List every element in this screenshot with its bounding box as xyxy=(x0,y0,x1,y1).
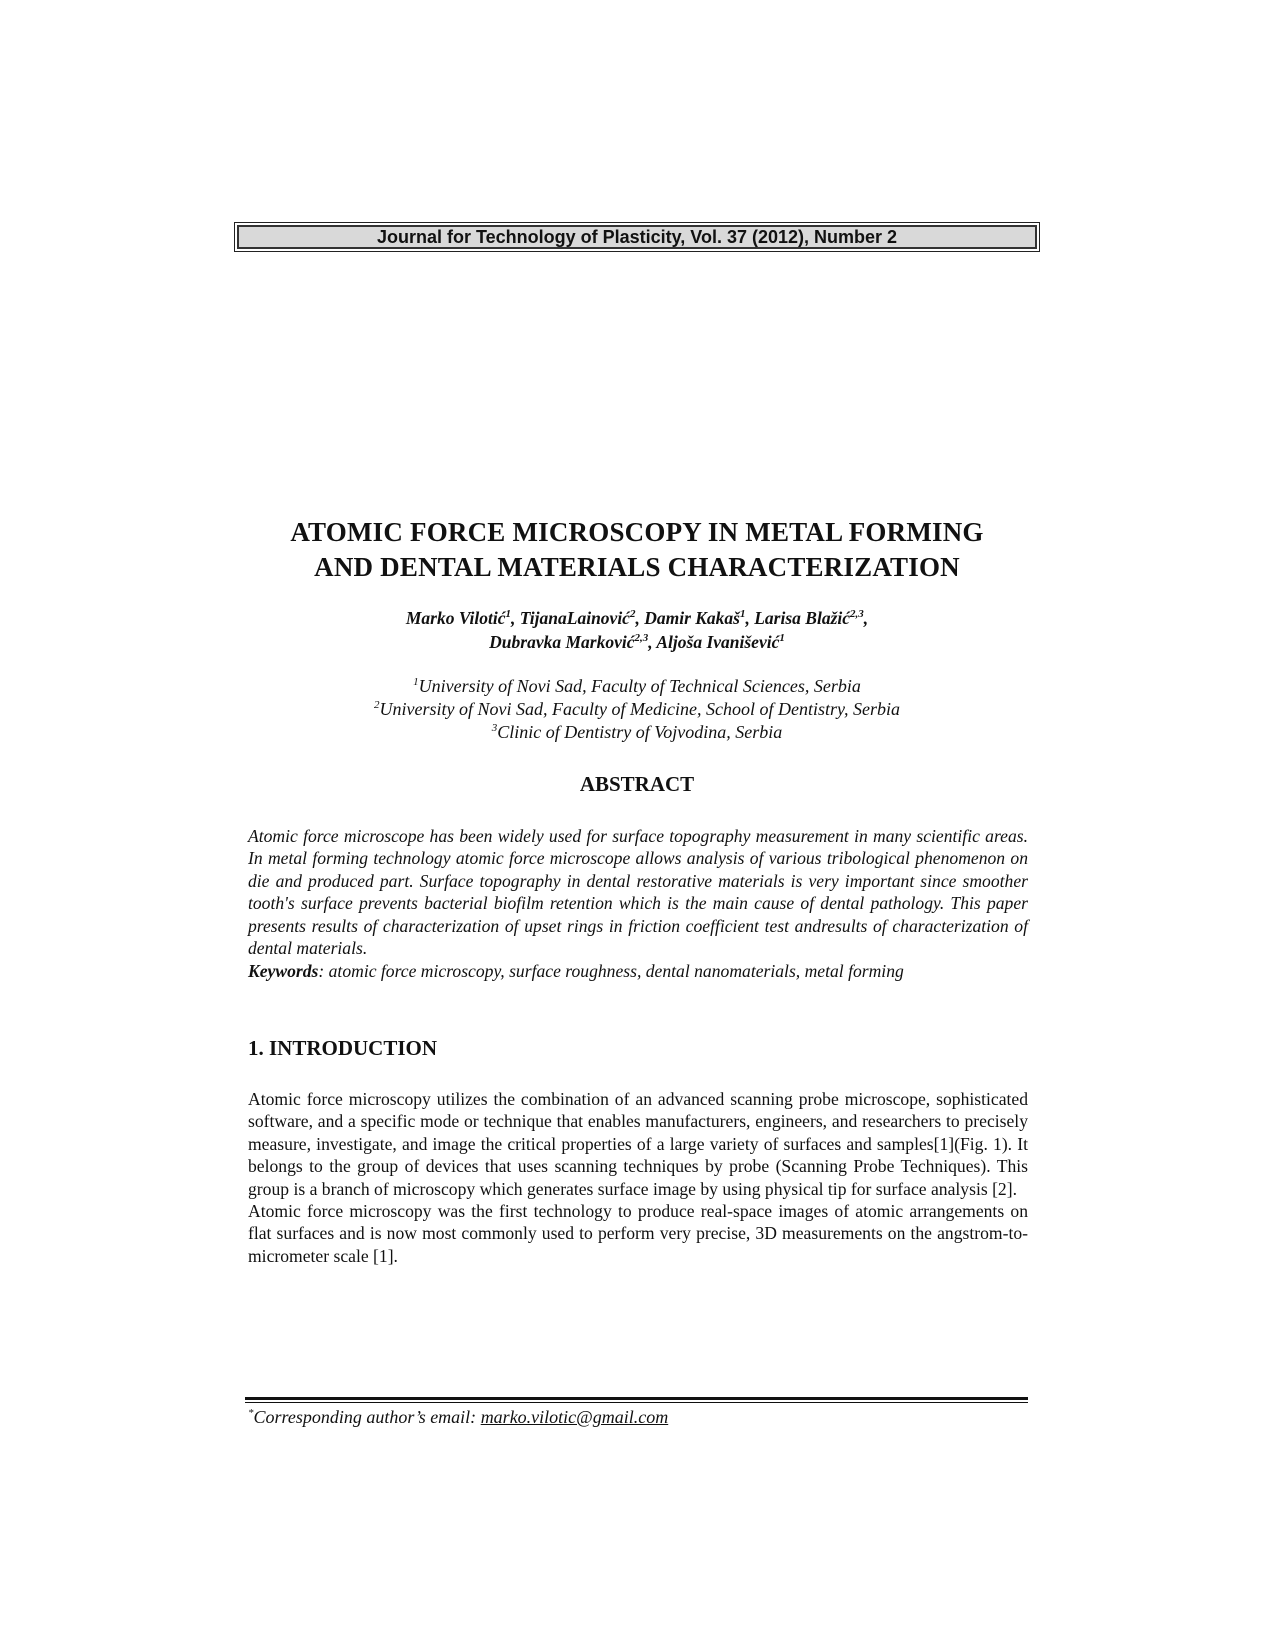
affiliation-mark: 3 xyxy=(491,722,498,734)
footnote-label: Corresponding author’s email: xyxy=(253,1407,481,1427)
introduction-paragraph-2: Atomic force microscopy was the first technology to produce real-space images of atomic arrangements on flat surfaces and is now most commonly used to perform very precise, 3D measurements on the angstrom-to-micrometer scale [1]. xyxy=(248,1201,1028,1266)
author-separator: , xyxy=(648,632,657,652)
paper-title-line2: AND DENTAL MATERIALS CHARACTERIZATION xyxy=(314,552,960,582)
author-line-2 xyxy=(234,630,1040,654)
author-name: Dubravka Marković xyxy=(489,632,635,652)
affiliation-list xyxy=(234,675,1040,744)
paper-title-line1: ATOMIC FORCE MICROSCOPY IN METAL FORMING xyxy=(290,517,984,547)
author-list xyxy=(234,606,1040,654)
author-line-1 xyxy=(234,606,1040,630)
author-affiliation-mark: 1 xyxy=(505,608,512,621)
footnote-marker: * xyxy=(248,1407,254,1419)
section-heading-introduction: 1. INTRODUCTION xyxy=(248,1036,438,1060)
affiliation-item xyxy=(234,721,1040,744)
affiliation-mark: 2 xyxy=(374,699,380,711)
affiliation-text: University of Novi Sad, Faculty of Medicine, School of Dentistry, Serbia xyxy=(379,699,900,719)
author-affiliation-mark: 2 xyxy=(629,608,636,621)
keywords-line xyxy=(248,960,1028,982)
footnote xyxy=(248,1407,668,1428)
author-separator: , xyxy=(745,608,755,628)
author-separator: , xyxy=(863,608,869,628)
author-affiliation-mark: 2,3 xyxy=(634,632,649,645)
paper-title xyxy=(234,515,1040,585)
abstract-heading: ABSTRACT xyxy=(579,772,695,796)
affiliation-item xyxy=(234,698,1040,721)
abstract-body: Atomic force microscope has been widely used for surface topography measurement in many scientific areas. In metal forming technology atomic force microscope allows analysis of various tribological phenomenon on die and produced part. Surface topography in dental restorative materials is very important since smoother tooth's surface prevents bacterial biofilm retention which is the main cause of dental pathology. This paper presents results of characterization of upset rings in friction coefficient test andresults of characterization of dental materials. xyxy=(248,826,1028,959)
keywords-label: Keywords xyxy=(248,961,319,981)
author-name: Aljoša Ivanišević xyxy=(656,632,780,652)
introduction-body xyxy=(248,1088,1028,1267)
journal-header-box xyxy=(234,222,1040,252)
introduction-paragraph-1: Atomic force microscopy utilizes the combination of an advanced scanning probe microscope, sophisticated software, and a specific mode or technique that enables manufacturers, engineers, and researchers to precisely measure, investigate, and image the critical properties of a large variety of surfaces and samples[1](Fig. 1). It belongs to the group of devices that uses scanning techniques by probe (Scanning Probe Techniques). This group is a branch of microscopy which generates surface image by using physical tip for surface analysis [2]. xyxy=(248,1089,1028,1199)
affiliation-text: Clinic of Dentistry of Vojvodina, Serbia xyxy=(497,722,783,742)
journal-header: Journal for Technology of Plasticity, Vol. 37 (2012), Number 2 xyxy=(237,225,1037,249)
affiliation-mark: 1 xyxy=(413,676,419,688)
footnote-rule-thin xyxy=(245,1402,1028,1403)
affiliation-item xyxy=(234,675,1040,698)
author-affiliation-mark: 2,3 xyxy=(850,608,864,621)
author-separator: , xyxy=(635,608,645,628)
footnote-rule xyxy=(245,1397,1028,1400)
author-affiliation-mark: 1 xyxy=(779,632,785,645)
author-name: TijanaLainović xyxy=(519,608,630,628)
affiliation-text: University of Novi Sad, Faculty of Technical Sciences, Serbia xyxy=(418,676,861,696)
corresponding-email-link[interactable]: marko.vilotic@gmail.com xyxy=(480,1407,669,1427)
author-name: Marko Vilotić xyxy=(405,608,506,628)
author-name: Larisa Blažić xyxy=(754,608,851,628)
author-name: Damir Kakaš xyxy=(644,608,740,628)
author-separator: , xyxy=(511,608,520,628)
author-affiliation-mark: 1 xyxy=(739,608,746,621)
keywords-text: : atomic force microscopy, surface roughness, dental nanomaterials, metal forming xyxy=(318,961,904,981)
